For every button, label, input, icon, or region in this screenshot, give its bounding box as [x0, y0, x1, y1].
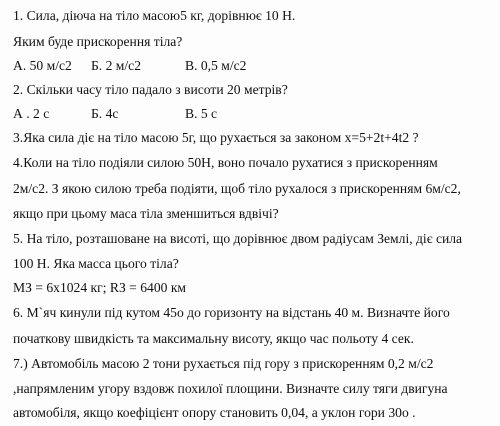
q4-line-2: 2м/с2. З якою силою треба подіяти, щоб тіло рухалося з прискоренням 6м/с2, — [13, 181, 461, 196]
q3-line-1: 3.Яка сила діє на тіло масою 5г, що рухається за законом x=5+2t+4t2 ? — [13, 130, 419, 145]
q5-line-2: 100 Н. Яка масса цього тіла? — [13, 256, 179, 271]
q7-line-3: автомобіля, якщо коефіцієнт опору становить 0,04, а уклон гори 30о . — [13, 405, 416, 420]
q2-option-b: Б. 4с — [91, 106, 119, 121]
q6-line-2: початкову швидкість та максимальну висоту, якщо час польоту 4 сек. — [13, 331, 414, 346]
q2-line-1: 2. Скільки часу тіло падало з висоти 20 метрів? — [13, 82, 288, 97]
q4-line-3: якщо при цьому маса тіла зменшиться вдвічі? — [13, 206, 279, 221]
q7-line-1: 7.) Автомобіль масою 2 тони рухається під гору з прискоренням 0,2 м/с2 — [13, 356, 434, 371]
q5-line-3: МЗ = 6х1024 кг; RЗ = 6400 км — [13, 280, 187, 295]
q6-line-1: 6. М`яч кинули під кутом 45о до горизонту на відстань 40 м. Визначте його — [13, 305, 450, 320]
q4-line-1: 4.Коли на тіло подіяли силою 50Н, воно почало рухатися з прискоренням — [13, 155, 438, 170]
q1-option-a: А. 50 м/с2 — [13, 58, 72, 73]
q2-option-c: В. 5 с — [185, 106, 218, 121]
q5-line-1: 5. На тіло, розташоване на висоті, що дорівнює двом радіусам Землі, діє сила — [13, 231, 463, 246]
q1-line-2: Яким буде прискорення тіла? — [13, 34, 183, 49]
q7-line-2: ,напрямленим угору вздовж похилої площини. Визначте силу тяги двигуна — [13, 381, 448, 396]
q1-option-b: Б. 2 м/с2 — [91, 58, 142, 73]
q1-line-1: 1. Сила, діюча на тіло масою5 кг, дорівнює 10 Н. — [13, 8, 296, 23]
q2-option-a: А . 2 с — [13, 106, 50, 121]
q1-option-c: В. 0,5 м/с2 — [185, 58, 247, 73]
